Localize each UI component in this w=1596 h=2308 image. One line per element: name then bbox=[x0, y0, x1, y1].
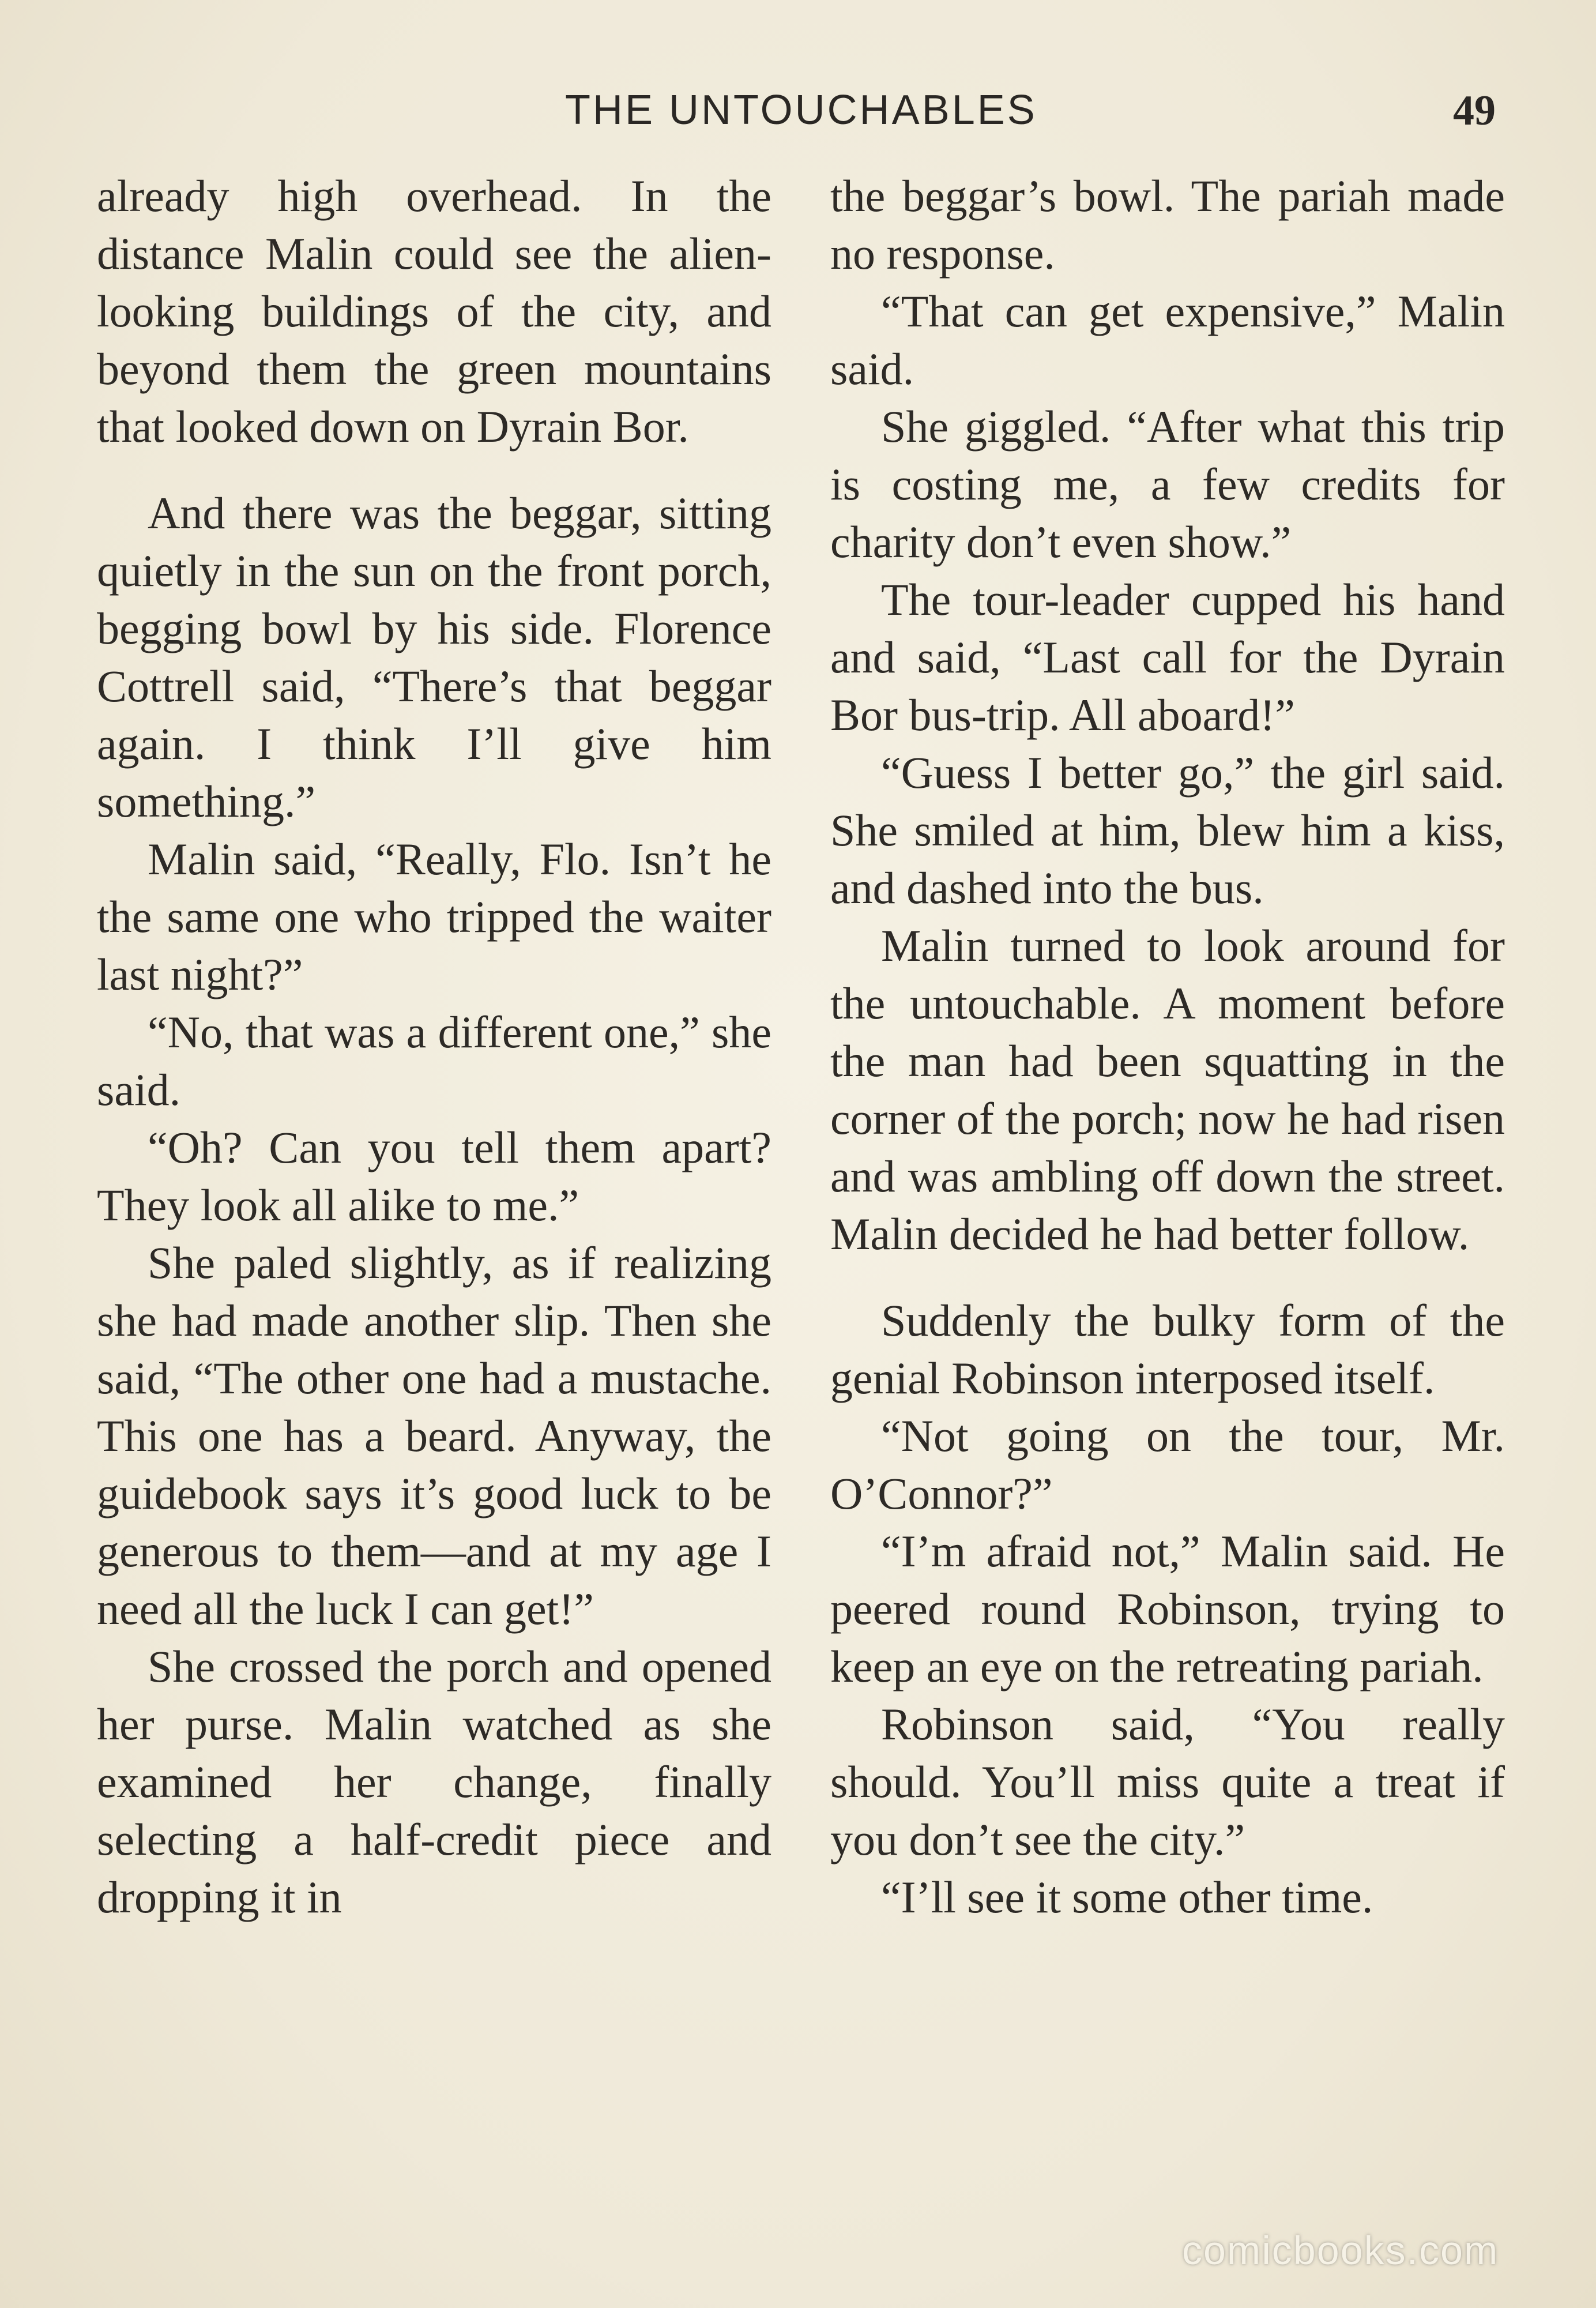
paragraph: The tour-leader cupped his hand and said, “Last call for the Dyrain Bor bus-trip. All aboard!” bbox=[830, 574, 1505, 740]
paragraph: “Guess I better go,” the girl said. She smiled at him, blew him a kiss, and dashed into the bus. bbox=[830, 747, 1505, 913]
page-number: 49 bbox=[1453, 87, 1496, 134]
paragraph: “Oh? Can you tell them apart? They look all alike to me.” bbox=[97, 1122, 771, 1230]
paragraph: She paled slightly, as if realizing she had made another slip. Then she said, “The other one had a mustache. This one has a beard. Anyway, the guidebook says it’s good luck to be generous to them—and at my age I need all the luck I can get!” bbox=[97, 1238, 771, 1634]
running-head-title: THE UNTOUCHABLES bbox=[565, 87, 1037, 133]
running-head bbox=[0, 87, 1596, 150]
paragraph: already high overhead. In the distance Malin could see the alien-looking buildings of the city, and beyond them the green mountains that looked down on Dyrain Bor. bbox=[97, 171, 771, 452]
paragraph: “That can get expensive,” Malin said. bbox=[830, 286, 1505, 394]
paragraph: Suddenly the bulky form of the genial Robinson interposed itself. bbox=[830, 1295, 1505, 1403]
left-column bbox=[97, 167, 771, 1926]
paragraph: Malin turned to look around for the untouchable. A moment before the man had been squatting in the corner of the porch; now he had risen and was ambling off down the street. Malin decided he had better follow. bbox=[830, 920, 1505, 1259]
paragraph: the beggar’s bowl. The pariah made no response. bbox=[830, 171, 1505, 279]
paragraph: “No, that was a different one,” she said. bbox=[97, 1007, 771, 1115]
paragraph: And there was the beggar, sitting quietly in the sun on the front porch, begging bowl by his side. Florence Cottrell said, “There’s that beggar again. I think I’ll give him something.” bbox=[97, 488, 771, 826]
paragraph: She crossed the porch and opened her purse. Malin watched as she examined her change, finally selecting a half-credit piece and dropping it in bbox=[97, 1641, 771, 1922]
paragraph: “I’ll see it some other time. bbox=[881, 1872, 1373, 1922]
paragraph: She giggled. “After what this trip is costing me, a few credits for charity don’t even show.” bbox=[830, 401, 1505, 567]
paragraph: “Not going on the tour, Mr. O’Connor?” bbox=[830, 1411, 1505, 1518]
paragraph: Robinson said, “You really should. You’ll miss quite a treat if you don’t see the city.” bbox=[830, 1699, 1505, 1865]
right-column bbox=[830, 167, 1505, 1926]
paragraph: Malin said, “Really, Flo. Isn’t he the same one who tripped the waiter last night?” bbox=[97, 834, 771, 999]
paragraph: “I’m afraid not,” Malin said. He peered round Robinson, trying to keep an eye on the retreating pariah. bbox=[830, 1526, 1505, 1691]
site-watermark: comicbooks.com bbox=[1182, 2228, 1499, 2273]
